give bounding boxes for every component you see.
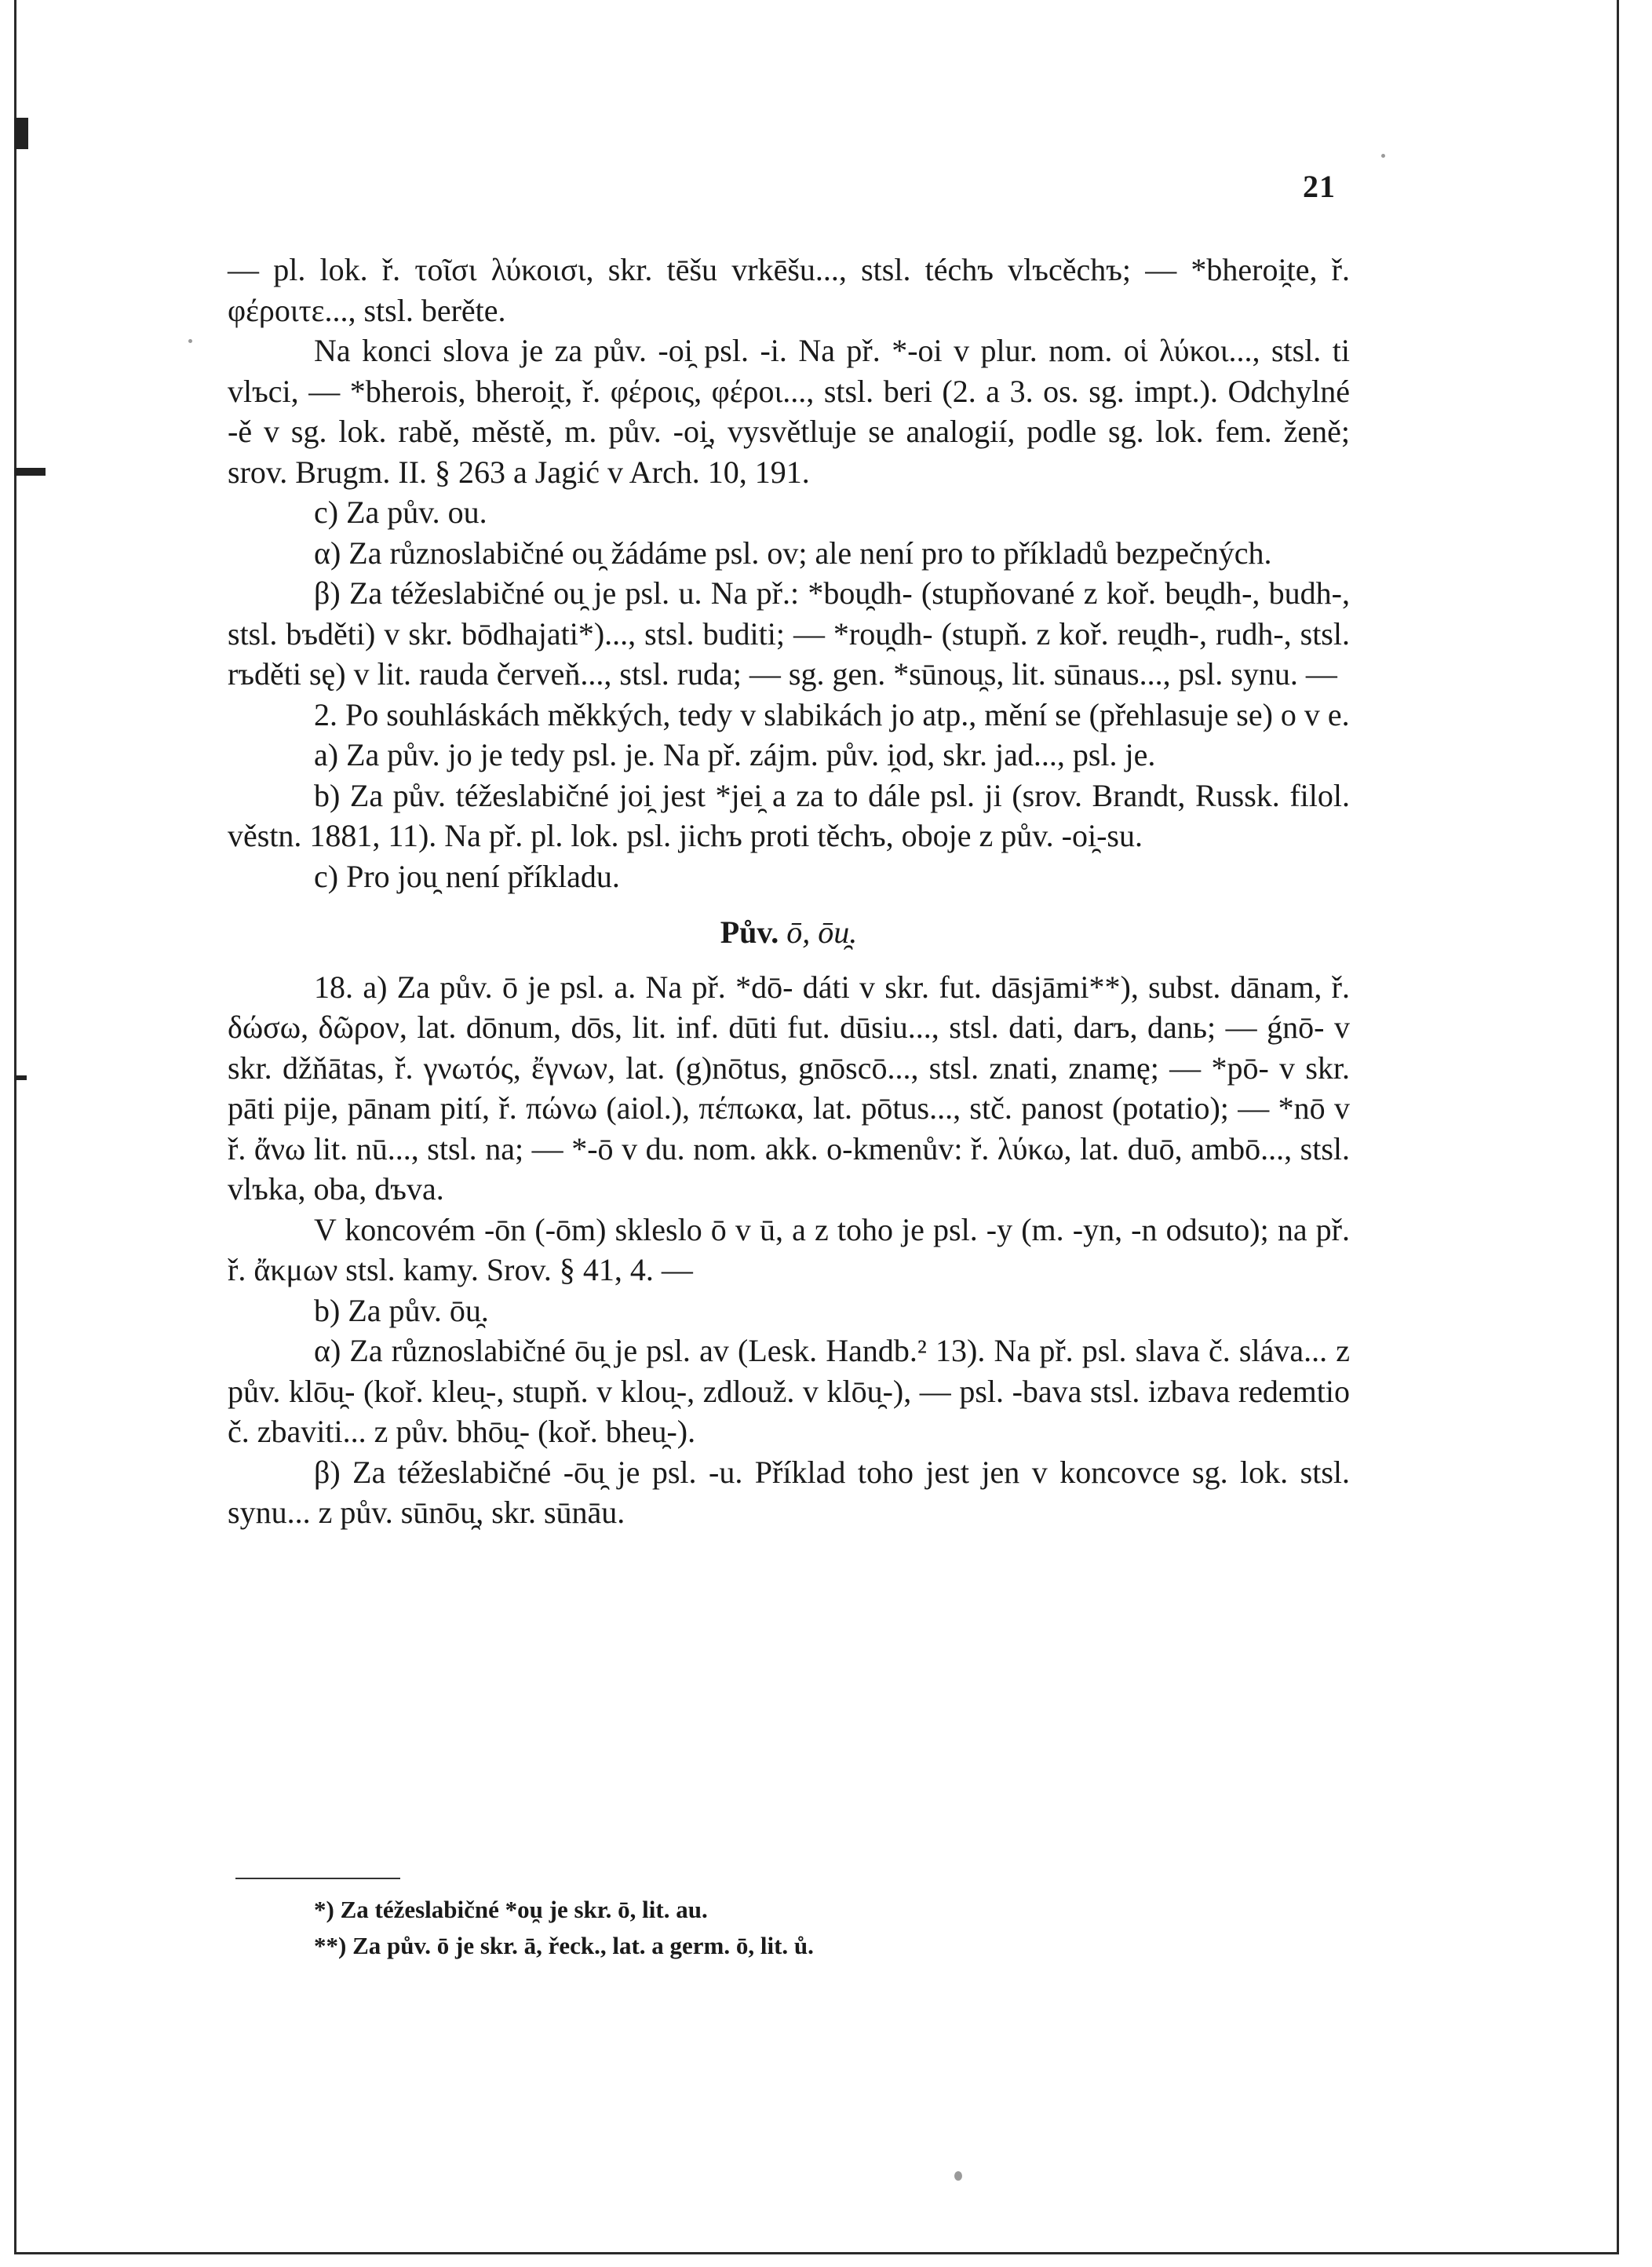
- paragraph: — pl. lok. ř. τοῖσι λύκοισι, skr. tēšu vrkēšu..., stsl. téchъ vlъcěchъ; — *bheroi̯te, ř. φέροιτε..., stsl. berěte.: [228, 252, 1350, 328]
- paper-speck: [188, 339, 192, 343]
- margin-mark: [14, 1075, 27, 1080]
- footnotes: [314, 1892, 1334, 1964]
- paragraph: b) Za pův. ōu̯.: [314, 1292, 489, 1328]
- footnote-rule: [235, 1878, 400, 1879]
- section-heading-rest: ō, ōu̯.: [786, 914, 858, 950]
- paragraph: b) Za pův. téžeslabičné joi̯ jest *jei̯ a za to dále psl. ji (srov. Brandt, Russk. filol. věstn. 1881, 11). Na př. pl. lok. psl. jichъ proti těchъ, oboje z pův. -oi̯-su.: [228, 777, 1350, 853]
- paragraph: β) Za téžeslabičné ou̯ je psl. u. Na př.: *bou̯dh- (stupňované z koř. beu̯dh-, budh-, stsl. bъděti) v skr. bōdhajati*)..., stsl. buditi; — *rou̯dh- (stupň. z koř. reu̯dh-, rudh-, stsl. rъděti sę) v lit. rauda červeň..., stsl. ruda; — sg. gen. *sūnou̯s, lit. sūnaus..., psl. synu. —: [228, 575, 1350, 692]
- paragraph: α) Za různoslabičné ōu̯ je psl. av (Lesk. Handb.² 13). Na př. psl. slava č. sláva... z pův. klōu̯- (koř. kleu̯-, stupň. v klou̯-, zdlouž. v klōu̯-), — psl. -bava stsl. izbava redemtio č. zbaviti... z pův. bhōu̯- (koř. bheu̯-).: [228, 1333, 1350, 1449]
- paragraph: Na konci slova je za pův. -oi̯ psl. -i. Na př. *-oi v plur. nom. οἱ λύκοι..., stsl. ti vlъci, — *bherois, bheroi̯t, ř. φέροις, φέροι..., stsl. beri (2. a 3. os. sg. impt.). Odchylné -ě v sg. lok. rabě, městě, m. pův. -oi̯, vysvětluje se analogií, podle sg. lok. fem. ženě; srov. Brugm. II. § 263 a Jagić v Arch. 10, 191.: [228, 333, 1350, 490]
- margin-mark: [14, 118, 28, 149]
- footnote: **) Za pův. ō je skr. ā, řeck., lat. a germ. ō, lit. ů.: [314, 1932, 814, 1959]
- paragraph: c) Za pův. ou.: [314, 495, 487, 530]
- paper-speck: [954, 2171, 962, 2181]
- paragraph: α) Za různoslabičné ou̯ žádáme psl. ov; ale není pro to příkladů bezpečných.: [314, 535, 1272, 571]
- paragraph: β) Za téžeslabičné -ōu̯ je psl. -u. Příklad toho jest jen v koncovce sg. lok. stsl. synu... z pův. sūnōu̯, skr. sūnāu.: [228, 1454, 1350, 1530]
- paragraph: c) Pro jou̯ není příkladu.: [314, 858, 620, 894]
- section-heading-bold: Pův.: [720, 914, 779, 950]
- margin-mark: [14, 468, 46, 476]
- section-heading: [228, 912, 1350, 953]
- paragraph: V koncovém -ōn (-ōm) skleslo ō v ū, a z toho je psl. -y (m. -yn, -n odsuto); na př. ř. ἄκμων stsl. kamy. Srov. § 41, 4. —: [228, 1211, 1350, 1287]
- footnote: *) Za téžeslabičné *ou̯ je skr. ō, lit. au.: [314, 1896, 708, 1923]
- paragraph: 18. a) Za pův. ō je psl. a. Na př. *dō- dáti v skr. fut. dāsjāmi**), subst. dānam, ř. δώσω, δῶρον, lat. dōnum, dōs, lit. inf. dūti fut. dūsiu..., stsl. dati, darъ, danь; — ǵnō- v skr. džňātas, ř. γνωτός, ἔγνων, lat. (g)nōtus, gnōscō..., stsl. znati, znamę; — *pō- v skr. pāti pije, pānam pití, ř. πώνω (aiol.), πέπωκα, lat. pōtus..., stč. panost (potatio); — *nō v ř. ἄνω lit. nū..., stsl. na; — *-ō v du. nom. akk. o-kmenův: ř. λύκω, lat. duō, ambō..., stsl. vlъka, oba, dъva.: [228, 969, 1350, 1207]
- page-number: 21: [1303, 169, 1336, 204]
- paragraph: 2. Po souhláskách měkkých, tedy v slabikách jo atp., mění se (přehlasuje se) o v e.: [314, 696, 1350, 732]
- paragraph: a) Za pův. jo je tedy psl. je. Na př. zájm. pův. i̯od, skr. jad..., psl. je.: [314, 737, 1156, 772]
- paper-speck: [1381, 154, 1385, 158]
- main-text: [228, 250, 1350, 1533]
